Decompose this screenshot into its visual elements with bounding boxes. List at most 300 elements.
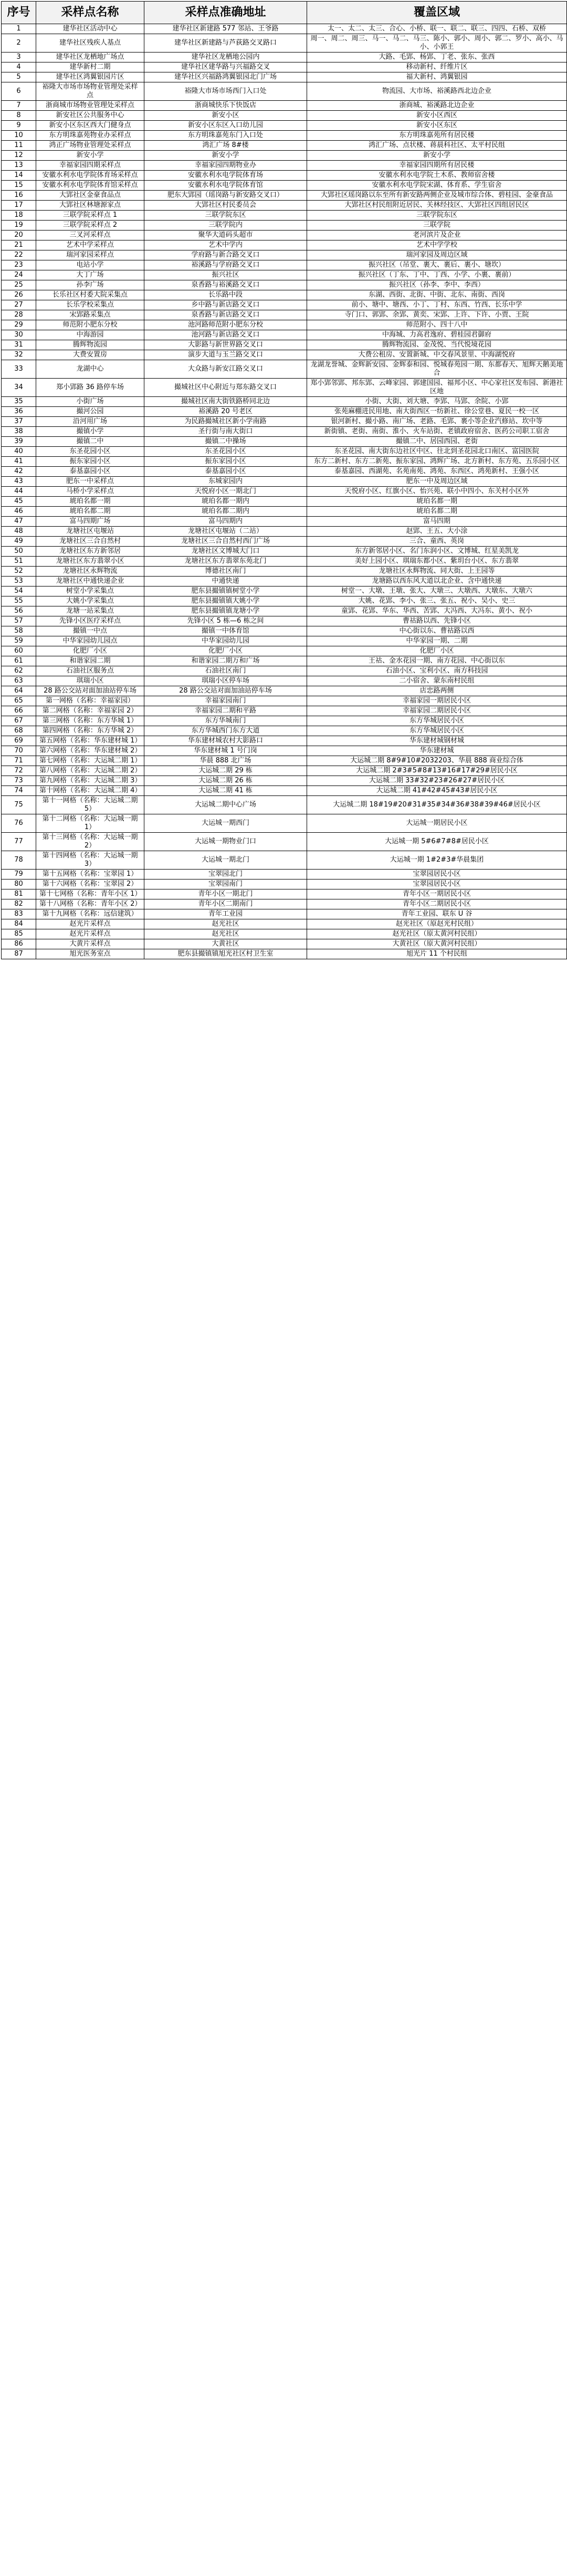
table-row [2,191,567,201]
table-row [2,111,567,121]
cell-index: 23 [2,260,36,270]
cell-address: 撮城社区中心附近与郑东路交叉口 [144,379,307,397]
cell-address: 大众路与新安江路交叉口 [144,360,307,379]
table-row [2,457,567,467]
cell-name: 幸福家园四期采样点 [36,161,144,171]
cell-address: 大运城二期中心广场 [144,796,307,814]
table-row [2,851,567,870]
cell-index: 34 [2,379,36,397]
cell-coverage: 东圣花园、南大街东边社区中区、往北到圣花园北口南区、富园医院 [307,447,567,457]
cell-index: 78 [2,851,36,870]
table-row [2,161,567,171]
cell-index: 64 [2,686,36,696]
cell-address: 东城家园内 [144,477,307,487]
cell-address: 大郢社区村民委员会 [144,201,307,211]
table-header-row [2,2,567,24]
cell-coverage: 龙塘路以西东风大道以北企业、含中通快递 [307,577,567,587]
table-row [2,527,567,537]
cell-coverage: 振兴社区（孙李、李中、李西） [307,280,567,290]
cell-name: 龙塘社区屯堰站 [36,527,144,537]
cell-address: 龙塘社区屯堰站（二站） [144,527,307,537]
table-row [2,417,567,427]
cell-address: 琪瑞小区停车场 [144,676,307,686]
cell-coverage: 幸福家园一期居民小区 [307,696,567,706]
cell-coverage: 浙商城、裕溪路北边企业 [307,101,567,111]
table-row [2,577,567,587]
cell-name: 第十四网格（名称：大运城一期 3） [36,851,144,870]
cell-address: 博德社区南门 [144,567,307,577]
cell-index: 12 [2,151,36,161]
cell-index: 3 [2,53,36,62]
cell-address: 青年小区二期南门 [144,899,307,909]
cell-coverage: 新街镇、老街、南街、淮小、火车站街、老镇政府宿舍、医药公司职工宿舍 [307,427,567,437]
cell-name: 三叉河采样点 [36,231,144,240]
cell-coverage: 天悦府小区、红旗小区、怡兴苑、联小中四小、东关村小区外 [307,487,567,497]
cell-address: 28 路公交站对面加油站停车场 [144,686,307,696]
cell-coverage: 泰基嘉园、西湖苑、名苑南苑、鸿苑、东西区、鸿苑新村、王强小区 [307,467,567,477]
table-row [2,141,567,151]
cell-address: 华东建材城农村大影路口 [144,736,307,746]
cell-name: 琥珀名都一期 [36,497,144,507]
cell-name: 旭光医务室点 [36,949,144,959]
cell-address: 青年小区一期北门 [144,889,307,899]
cell-coverage: 腾辉物流园、金茂悦、当代悦境花园 [307,340,567,350]
cell-address: 龙塘社区东方翡翠东苑北门 [144,557,307,567]
cell-address: 肥东县撮镇镇树堂小学 [144,587,307,596]
cell-name: 龙塘社区永辉物流 [36,567,144,577]
cell-name: 第二网格（名称：幸福家园 2） [36,706,144,716]
table-row [2,340,567,350]
cell-address: 石油社区南门 [144,666,307,676]
table-row [2,467,567,477]
cell-address: 裕溪路与学府路交叉口 [144,260,307,270]
cell-index: 1 [2,24,36,34]
cell-index: 56 [2,606,36,616]
table-row [2,477,567,487]
cell-index: 85 [2,929,36,939]
cell-index: 66 [2,706,36,716]
cell-coverage: 赵光社区（原太黄河村民组） [307,929,567,939]
table-row [2,686,567,696]
cell-name: 东方明珠嘉苑物业办采样点 [36,131,144,141]
cell-name: 中华家园幼儿园点 [36,636,144,646]
cell-coverage: 老河滨片及企业 [307,231,567,240]
cell-coverage: 幸福家园二期居民小区 [307,706,567,716]
cell-index: 41 [2,457,36,467]
table-row [2,870,567,879]
cell-index: 65 [2,696,36,706]
cell-coverage: 王祜、金水花园一期、南方花园、中心街以东 [307,656,567,666]
cell-name: 石油社区服务点 [36,666,144,676]
table-row [2,636,567,646]
cell-index: 47 [2,517,36,527]
cell-index: 48 [2,527,36,537]
cell-name: 第十七网格（名称：青年小区 1） [36,889,144,899]
table-row [2,221,567,231]
cell-address: 大黄社区 [144,939,307,949]
cell-address: 龙塘社区文博城大门口 [144,547,307,557]
header-index: 序号 [2,2,36,24]
cell-address: 鸿汇广场 8#楼 [144,141,307,151]
table-row [2,407,567,417]
cell-name: 28 路公交站对面加油站停车场 [36,686,144,696]
cell-index: 67 [2,716,36,726]
cell-address: 富马四期内 [144,517,307,527]
cell-name: 第五网格（名称：华东建材城 1） [36,736,144,746]
table-row [2,736,567,746]
cell-coverage: 宝翠园居民小区 [307,870,567,879]
cell-coverage: 大运城二期 18#19#20#31#35#34#36#38#39#46#居民小区 [307,796,567,814]
cell-coverage: 美好上园小区、琪瑞东都小区、紫玥台小区、东方翡翠 [307,557,567,567]
cell-address: 东方明珠嘉苑东门入口处 [144,131,307,141]
cell-name: 浙商城市场物业管理处采样点 [36,101,144,111]
cell-index: 22 [2,250,36,260]
table-row [2,656,567,666]
cell-coverage: 东方二新村、东方二新苑、振东家园、鸿辉广场、北方新村、东方苑、五乐园小区 [307,457,567,467]
cell-address: 大运城一期物业门口 [144,833,307,851]
cell-name: 龙塘社区中通快递企业 [36,577,144,587]
cell-coverage: 石油小区、宝利小区、南方科技园 [307,666,567,676]
cell-address: 肥东大郢园（瑶岗路与新安路交叉口） [144,191,307,201]
cell-index: 11 [2,141,36,151]
cell-name: 宋郢路采集点 [36,310,144,320]
cell-address: 和谐家园二期万和广场 [144,656,307,666]
cell-index: 87 [2,949,36,959]
cell-index: 54 [2,587,36,596]
cell-index: 39 [2,437,36,447]
cell-index: 81 [2,889,36,899]
cell-address: 化肥厂小区 [144,646,307,656]
cell-address: 撮镇二中操场 [144,437,307,447]
cell-index: 63 [2,676,36,686]
cell-address: 振东家园小区 [144,457,307,467]
table-row [2,766,567,776]
cell-index: 60 [2,646,36,656]
table-row [2,756,567,766]
cell-name: 泰基嘉园小区 [36,467,144,477]
cell-address: 聚华大道码头超市 [144,231,307,240]
cell-coverage: 瑞河家园及周边区域 [307,250,567,260]
cell-name: 第三网格（名称：东方华城 1） [36,716,144,726]
cell-index: 5 [2,72,36,82]
cell-address: 大运城二期 29 栋 [144,766,307,776]
cell-address: 浙商城快乐下快饭店 [144,101,307,111]
cell-index: 2 [2,34,36,53]
cell-coverage: 赵光社区（原赵光村民组） [307,919,567,929]
cell-coverage: 琥珀名都二期 [307,507,567,517]
table-row [2,427,567,437]
cell-name: 中海游园 [36,330,144,340]
cell-index: 86 [2,939,36,949]
table-row [2,320,567,330]
cell-coverage: 二小宿舍、蒙东南村民组 [307,676,567,686]
table-row [2,260,567,270]
cell-index: 53 [2,577,36,587]
cell-coverage: 张苑麻棚进民用地、南大街西区一纺新社、徐公堂巷、夏民一校一区 [307,407,567,417]
cell-address: 华晨 888 北广场 [144,756,307,766]
cell-address: 琥珀名都一期内 [144,497,307,507]
cell-coverage: 中海城、力高君逸府、碧桂园君御府 [307,330,567,340]
cell-address: 三联学院内 [144,221,307,231]
cell-address: 东方华城南门 [144,716,307,726]
header-coverage: 覆盖区域 [307,2,567,24]
cell-name: 肥东一中采样点 [36,477,144,487]
cell-address: 学府路与新合路交叉口 [144,250,307,260]
cell-index: 40 [2,447,36,457]
table-row [2,666,567,676]
cell-name: 赵光片采样点 [36,919,144,929]
cell-address: 幸福家园南门 [144,696,307,706]
cell-index: 19 [2,221,36,231]
table-row [2,587,567,596]
cell-address: 池河路师范附小肥东分校 [144,320,307,330]
cell-coverage: 东湖、西街、北街、中街、北东、南街、西岗 [307,290,567,300]
cell-coverage: 旭光片 11 个村民组 [307,949,567,959]
cell-index: 20 [2,231,36,240]
cell-name: 振东家园小区 [36,457,144,467]
cell-name: 第十五网格（名称：宝翠园 1） [36,870,144,879]
cell-name: 大郢社区金豪食品点 [36,191,144,201]
cell-index: 14 [2,171,36,181]
cell-address: 建华社区建华路与兴福路交叉 [144,62,307,72]
cell-name: 郑小郢路 36 路停车场 [36,379,144,397]
cell-index: 74 [2,786,36,796]
cell-address: 幸福家园四期物业办 [144,161,307,171]
cell-address: 安徽水利水电学院体育馆 [144,181,307,191]
cell-address: 天悦府小区一期北门 [144,487,307,497]
table-row [2,616,567,626]
cell-index: 69 [2,736,36,746]
table-row [2,726,567,736]
cell-name: 三联学院采样点 1 [36,211,144,221]
cell-index: 51 [2,557,36,567]
cell-name: 树堂小学采集点 [36,587,144,596]
cell-coverage: 童郢、花郢、华东、华西、苦郢、大冯西、大冯东、黄小、祝小 [307,606,567,616]
cell-coverage: 前小、塘中、塘西、小丁、丁村、东西、竹西、长乐中学 [307,300,567,310]
cell-index: 75 [2,796,36,814]
table-row [2,596,567,606]
cell-name: 龙塘社区东方翡翠小区 [36,557,144,567]
cell-coverage: 化肥厂小区 [307,646,567,656]
cell-name: 赵光片采样点 [36,929,144,939]
cell-name: 第八网格（名称：大运城二期 2） [36,766,144,776]
cell-coverage: 新安小区西区 [307,111,567,121]
cell-index: 43 [2,477,36,487]
cell-coverage: 青年小区二期居民小区 [307,899,567,909]
cell-index: 58 [2,626,36,636]
cell-name: 龙塘社区三合自然村 [36,537,144,547]
cell-name: 第十二网格（名称：大运城一期 1） [36,814,144,833]
cell-coverage: 东方明珠嘉苑所有居民楼 [307,131,567,141]
cell-coverage: 店忠路两侧 [307,686,567,696]
table-row [2,211,567,221]
cell-address: 肥东县撮镇镇旭光社区村卫生室 [144,949,307,959]
cell-address: 泰基嘉园小区 [144,467,307,477]
table-row [2,814,567,833]
cell-coverage: 华东建材城 [307,746,567,756]
cell-name: 第一网格（名称：幸福家园） [36,696,144,706]
cell-address: 东圣花园小区 [144,447,307,457]
cell-coverage: 安徽水利水电学院土木系、教师宿舍楼 [307,171,567,181]
cell-index: 6 [2,82,36,101]
table-row [2,537,567,547]
cell-name: 龙塘社区东方新邻居 [36,547,144,557]
cell-name: 大姚小学采集点 [36,596,144,606]
table-body [2,24,567,959]
cell-address: 演步大道与玉兰路交叉口 [144,350,307,360]
cell-index: 29 [2,320,36,330]
table-row [2,606,567,616]
cell-address: 新安小区东区入口幼儿园 [144,121,307,131]
table-row [2,646,567,656]
cell-address: 建华社区新建路与芦荻路交叉路口 [144,34,307,53]
cell-name: 艺术中学采样点 [36,240,144,250]
table-row [2,131,567,141]
header-name: 采样点名称 [36,2,144,24]
cell-coverage: 大路、毛郢、杨郢、丁老、张东、张西 [307,53,567,62]
table-row [2,270,567,280]
cell-index: 4 [2,62,36,72]
cell-address: 建华社区兴福路鸿翼银园北门广场 [144,72,307,82]
cell-coverage: 东方华城居民小区 [307,716,567,726]
cell-address: 东方华城西门东方大道 [144,726,307,736]
table-row [2,72,567,82]
cell-name: 大丁广场 [36,270,144,280]
cell-coverage: 鸿汇广场、点状楼、蒋晨科社区、太平村民组 [307,141,567,151]
table-row [2,626,567,636]
table-row [2,53,567,62]
cell-coverage: 大运城二期 2#3#5#8#13#16#17#29#居民小区 [307,766,567,776]
cell-coverage: 富马四期 [307,517,567,527]
table-row [2,121,567,131]
cell-index: 36 [2,407,36,417]
cell-address: 长乐路中段 [144,290,307,300]
cell-address: 中华家园幼儿园 [144,636,307,646]
table-row [2,201,567,211]
cell-coverage: 肥东一中及周边区域 [307,477,567,487]
table-row [2,567,567,577]
cell-coverage: 龙湖龙誉城、金辉新安园、金辉泰和园、悦城春苑园一期、东都春天、旭辉天鹅美地合 [307,360,567,379]
cell-coverage: 中华家园一期、二期 [307,636,567,646]
cell-address: 宝翠园北门 [144,870,307,879]
table-row [2,379,567,397]
table-row [2,487,567,497]
cell-address: 乡中路与新店路交叉口 [144,300,307,310]
cell-address: 新安小区 [144,111,307,121]
cell-name: 腾辉物流园 [36,340,144,350]
cell-index: 31 [2,340,36,350]
cell-index: 38 [2,427,36,437]
cell-name: 新安小学 [36,151,144,161]
table-row [2,181,567,191]
cell-name: 建华社区龙栖地广场点 [36,53,144,62]
cell-address: 为民路撮城社区新小学南路 [144,417,307,427]
cell-coverage: 幸福家园四期所有居民楼 [307,161,567,171]
cell-coverage: 安徽水利水电学院宋湖、体育系、学生宿舍 [307,181,567,191]
table-row [2,786,567,796]
table-row [2,919,567,929]
cell-name: 化肥厂小区 [36,646,144,656]
table-row [2,879,567,889]
cell-name: 沿河用广场 [36,417,144,427]
cell-name: 建华社区鸿翼银园片区 [36,72,144,82]
cell-index: 13 [2,161,36,171]
cell-name: 撮镇二中 [36,437,144,447]
cell-coverage: 青年工业园、联东 U 谷 [307,909,567,919]
cell-coverage: 银河新村、撮小路、南广场、老路、毛郢、裹小等企业汽修站、坎中等 [307,417,567,427]
cell-coverage: 物流园、大市场、裕溪路西北边企业 [307,82,567,101]
cell-name: 撮镇小学 [36,427,144,437]
cell-coverage: 大运城二期 33#32#23#26#27#居民小区 [307,776,567,786]
cell-index: 73 [2,776,36,786]
cell-coverage: 大运城一期 1#2#3#华晨集团 [307,851,567,870]
cell-coverage: 东方新邻居小区、名门东润小区、文博城、红星美凯龙 [307,547,567,557]
table-row [2,706,567,716]
cell-name: 第九网格（名称：大运城二期 3） [36,776,144,786]
cell-address: 建华社区新建路 577 邻站、王爷路 [144,24,307,34]
cell-index: 21 [2,240,36,250]
cell-name: 大郢社区林塘源家点 [36,201,144,211]
cell-index: 8 [2,111,36,121]
cell-index: 17 [2,201,36,211]
cell-index: 15 [2,181,36,191]
cell-name: 第十九网格（名称：远信建筑） [36,909,144,919]
cell-index: 44 [2,487,36,497]
cell-name: 新安小区东区西大门健身点 [36,121,144,131]
table-row [2,250,567,260]
cell-name: 长乐学校采集点 [36,300,144,310]
cell-coverage: 三联学院 [307,221,567,231]
cell-name: 电站小学 [36,260,144,270]
cell-index: 55 [2,596,36,606]
table-row [2,949,567,959]
cell-name: 建华新村二期 [36,62,144,72]
table-row [2,909,567,919]
cell-name: 大黄片采样点 [36,939,144,949]
table-row [2,557,567,567]
table-row [2,24,567,34]
table-row [2,833,567,851]
cell-name: 龙湖中心 [36,360,144,379]
cell-address: 池河路与新店路交叉口 [144,330,307,340]
table-row [2,82,567,101]
cell-name: 瑞河家园采样点 [36,250,144,260]
cell-index: 32 [2,350,36,360]
sampling-points-table [1,1,567,959]
cell-name: 建华社区活动中心 [36,24,144,34]
cell-name: 马桥小学采样点 [36,487,144,497]
cell-name: 安徽水利水电学院体育场采样点 [36,171,144,181]
cell-name: 第十八网格（名称：青年小区 2） [36,899,144,909]
cell-coverage: 振兴社区（丁东、丁中、丁西、小学、小裹、裹前） [307,270,567,280]
cell-name: 先锋小区医疗采样点 [36,616,144,626]
table-row [2,437,567,447]
cell-coverage: 周一、周二、周三、马一、马二、马三、陈小、郭小、周小、郭二、罗小、高小、马小、小郭王 [307,34,567,53]
table-row [2,310,567,320]
table-row [2,929,567,939]
table-row [2,746,567,756]
cell-coverage: 大费公租房、安置新城、中交春风景里、中海湖悦府 [307,350,567,360]
table-row [2,240,567,250]
cell-coverage: 福大新村、鸿翼银园 [307,72,567,82]
cell-coverage: 琥珀名都一期 [307,497,567,507]
cell-coverage: 曹祜路以西、先锋小区 [307,616,567,626]
cell-index: 10 [2,131,36,141]
table-row [2,796,567,814]
cell-address: 新安小学 [144,151,307,161]
cell-address: 中通快递 [144,577,307,587]
cell-coverage: 三联学院东区 [307,211,567,221]
